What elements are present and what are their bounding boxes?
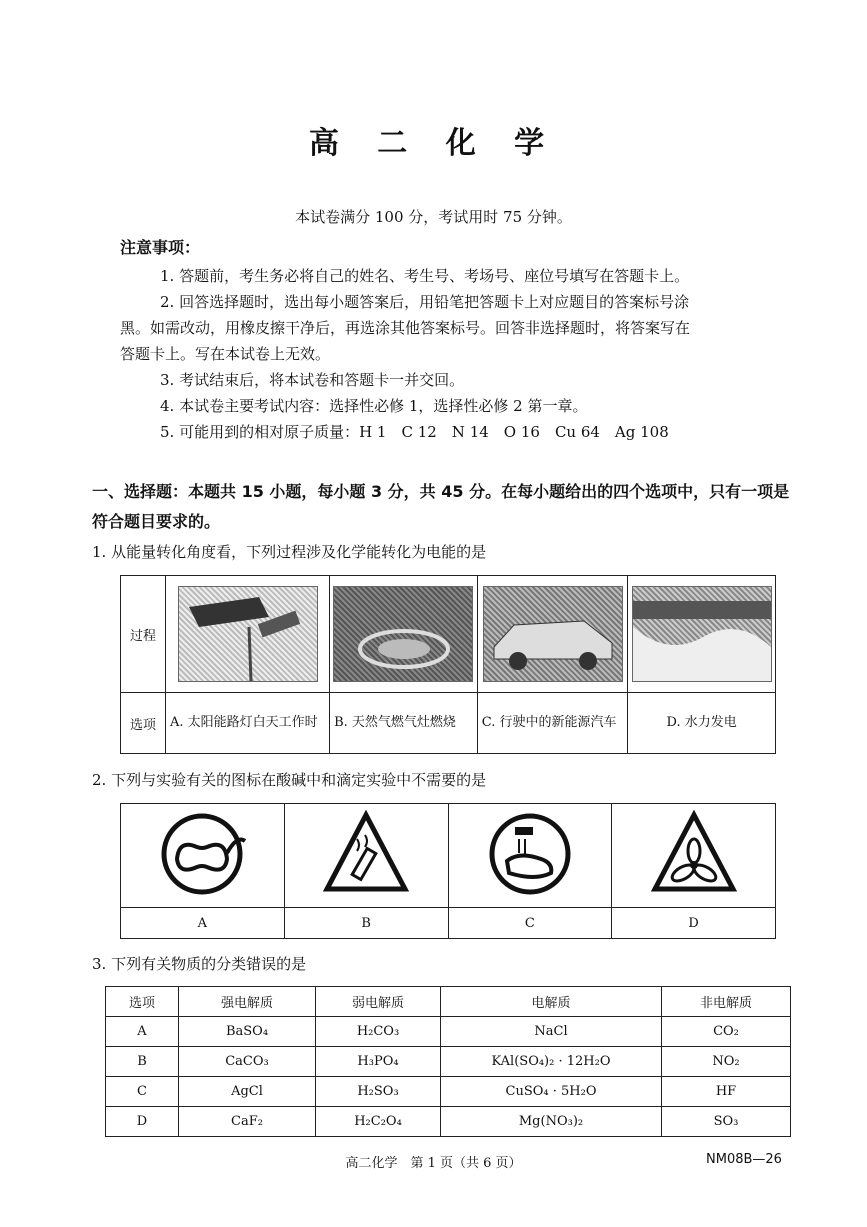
photo-cell-c (477, 576, 628, 693)
notice-item-5: 5. 可能用到的相对原子质量：H 1 C 12 N 14 O 16 Cu 64 Ag 108 (160, 423, 669, 441)
table-row (106, 1077, 791, 1107)
car-icon (484, 587, 622, 681)
label-b: B (284, 908, 448, 939)
hot-surface-warning-icon (321, 809, 411, 899)
question-2-table (120, 803, 776, 939)
paper-code: NM08B—26 (706, 1152, 782, 1167)
option-c: C. 行驶中的新能源汽车 (477, 693, 628, 754)
table-cell: H₂SO₃ (316, 1077, 441, 1107)
goggles-icon (157, 809, 247, 899)
notice-item-1: 1. 答题前，考生务必将自己的姓名、考生号、考场号、座位号填写在答题卡上。 (160, 267, 690, 285)
table-cell: HF (662, 1077, 791, 1107)
icon-cell-d (612, 804, 776, 908)
table-cell: CaCO₃ (179, 1047, 316, 1077)
table-cell: SO₃ (662, 1107, 791, 1137)
question-3-table (105, 986, 791, 1137)
table-cell: CaF₂ (179, 1107, 316, 1137)
table-cell: CO₂ (662, 1017, 791, 1047)
question-1-table (120, 575, 776, 754)
new-energy-car-image (483, 586, 623, 682)
icon-cell-a (121, 804, 285, 908)
wash-hands-icon (485, 809, 575, 899)
hydropower-dam-image (632, 586, 772, 682)
header-strong-electrolyte: 强电解质 (179, 987, 316, 1017)
page-title: 高 二 化 学 (308, 126, 559, 161)
table-cell: BaSO₄ (179, 1017, 316, 1047)
label-a: A (121, 908, 285, 939)
table-cell: H₂CO₃ (316, 1017, 441, 1047)
gas-stove-image (333, 586, 473, 682)
question-3-stem: 3. 下列有关物质的分类错误的是 (92, 955, 307, 973)
section-heading: 一、选择题：本题共 15 小题，每小题 3 分，共 45 分。在每小题给出的四个选项中，只有一项是符合题目要求的。 (92, 482, 790, 531)
solar-streetlight-image (178, 586, 318, 682)
option-a: A. 太阳能路灯白天工作时 (166, 693, 330, 754)
header-non-electrolyte: 非电解质 (662, 987, 791, 1017)
question-1-stem: 1. 从能量转化角度看，下列过程涉及化学能转化为电能的是 (92, 543, 487, 561)
table-cell: D (106, 1107, 179, 1137)
table-cell: H₂C₂O₄ (316, 1107, 441, 1137)
photo-cell-d (628, 576, 776, 693)
notice-item-2-cont: 黑。如需改动，用橡皮擦干净后，再选涂其他答案标号。回答非选择题时，将答案写在 (120, 319, 691, 337)
table-row (106, 1107, 791, 1137)
page-footer: 高二化学 第 1 页（共 6 页） (345, 1156, 522, 1171)
table-cell: C (106, 1077, 179, 1107)
table-cell: NaCl (441, 1017, 662, 1047)
photo-cell-a (166, 576, 330, 693)
table-row (106, 1047, 791, 1077)
table-cell: KAl(SO₄)₂ · 12H₂O (441, 1047, 662, 1077)
label-c: C (448, 908, 612, 939)
label-d: D (612, 908, 776, 939)
table-cell: B (106, 1047, 179, 1077)
header-electrolyte: 电解质 (441, 987, 662, 1017)
dam-icon (633, 587, 771, 681)
question-2-stem: 2. 下列与实验有关的图标在酸碱中和滴定实验中不需要的是 (92, 771, 487, 789)
row-label-process: 过程 (121, 576, 166, 693)
option-d: D. 水力发电 (628, 693, 776, 754)
table-row (106, 1017, 791, 1047)
ventilation-fan-icon (649, 809, 739, 899)
table-cell: AgCl (179, 1077, 316, 1107)
notice-item-2: 2. 回答选择题时，选出每小题答案后，用铅笔把答题卡上对应题目的答案标号涂 (160, 293, 690, 311)
header-option: 选项 (106, 987, 179, 1017)
option-b: B. 天然气燃气灶燃烧 (330, 693, 478, 754)
icon-cell-c (448, 804, 612, 908)
burner-icon (334, 587, 472, 681)
notice-item-4: 4. 本试卷主要考试内容：选择性必修 1，选择性必修 2 第一章。 (160, 397, 588, 415)
row-label-option: 选项 (121, 693, 166, 754)
solar-panel-icon (179, 587, 317, 681)
exam-info: 本试卷满分 100 分，考试用时 75 分钟。 (295, 208, 572, 226)
table-cell: NO₂ (662, 1047, 791, 1077)
icon-cell-b (284, 804, 448, 908)
photo-cell-b (330, 576, 478, 693)
table-cell: H₃PO₄ (316, 1047, 441, 1077)
table-cell: Mg(NO₃)₂ (441, 1107, 662, 1137)
table-cell: CuSO₄ · 5H₂O (441, 1077, 662, 1107)
notice-heading: 注意事项： (120, 238, 201, 257)
header-weak-electrolyte: 弱电解质 (316, 987, 441, 1017)
notice-item-3: 3. 考试结束后，将本试卷和答题卡一并交回。 (160, 371, 465, 389)
notice-item-2-cont2: 答题卡上。写在本试卷上无效。 (120, 345, 331, 363)
table-cell: A (106, 1017, 179, 1047)
